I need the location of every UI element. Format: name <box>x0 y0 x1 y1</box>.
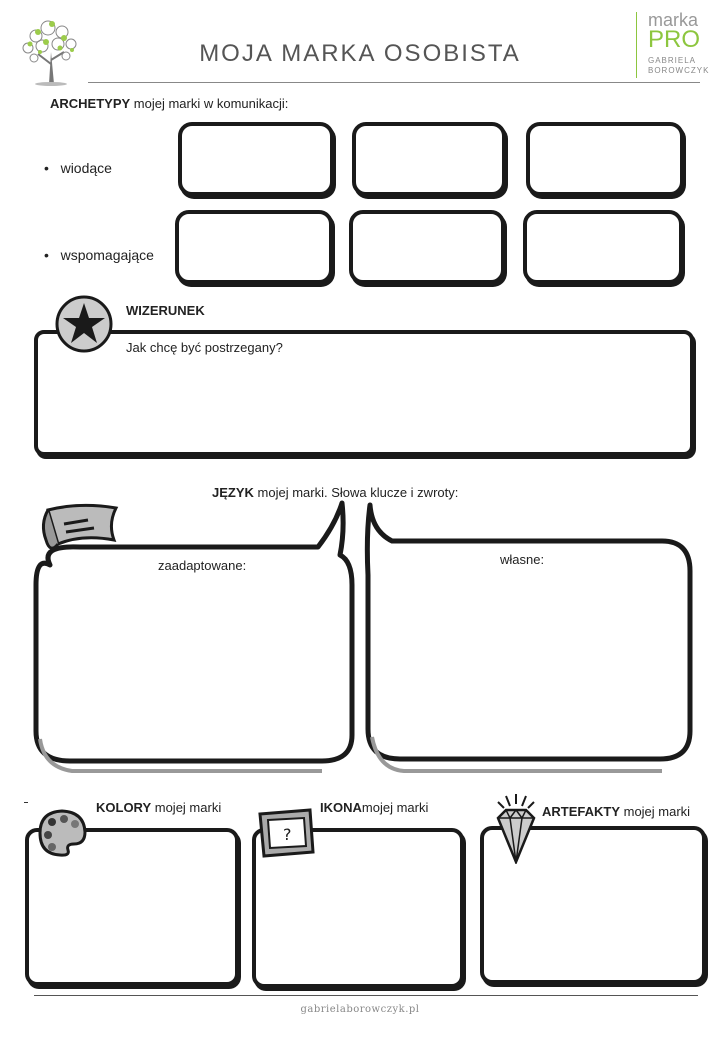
archetypes-heading-rest: mojej marki w komunikacji: <box>130 96 289 111</box>
language-heading-rest: mojej marki. Słowa klucze i zwroty: <box>253 485 459 500</box>
archetypes-row1-label: • wiodące <box>44 160 112 176</box>
language-own-label: własne: <box>500 552 545 567</box>
language-heading-bold: JĘZYK <box>212 485 254 500</box>
archetypes-row1-text: wiodące <box>60 160 112 176</box>
logo-brand-text: marka <box>648 10 699 30</box>
footer-url: gabrielaborowczyk.pl <box>300 1004 420 1015</box>
colors-heading-rest: mojej marki <box>151 800 222 815</box>
archetypes-heading <box>50 96 288 111</box>
diamond-icon <box>490 794 542 864</box>
icon-heading <box>320 800 428 815</box>
image-question: Jak chcę być postrzegany? <box>126 340 283 355</box>
archetypes-row2-label: • wspomagające <box>44 247 154 263</box>
artifacts-heading-rest: mojej marki <box>620 804 691 819</box>
archetype-support-box-2[interactable] <box>349 210 505 284</box>
svg-text:?: ? <box>283 825 292 844</box>
colors-heading <box>96 800 221 815</box>
image-heading: WIZERUNEK <box>126 303 205 318</box>
page-title: MOJA MARKA OSOBISTA <box>199 40 521 67</box>
archetype-lead-box-3[interactable] <box>526 122 684 196</box>
brand-logo <box>636 8 708 80</box>
language-adapted-label: zaadaptowane: <box>158 558 247 573</box>
archetypes-heading-bold: ARCHETYPY <box>50 96 131 111</box>
archetype-lead-box-2[interactable] <box>352 122 506 196</box>
artifacts-heading-bold: ARTEFAKTY <box>542 804 620 819</box>
colors-heading-bold: KOLORY <box>96 800 152 815</box>
frame-question-icon <box>256 808 316 860</box>
archetypes-row2-text: wspomagające <box>60 247 154 263</box>
palette-icon <box>36 808 88 858</box>
archetype-support-box-1[interactable] <box>175 210 333 284</box>
footer-divider <box>34 995 698 996</box>
scroll-icon <box>38 500 122 560</box>
icon-heading-bold: IKONA <box>320 800 362 815</box>
star-icon <box>54 294 114 354</box>
icon-heading-rest: mojej marki <box>361 800 429 815</box>
bottom-row-dot <box>24 802 28 803</box>
archetype-support-box-3[interactable] <box>523 210 683 284</box>
logo-name-first: GABRIELA <box>648 56 697 65</box>
header-divider <box>88 82 700 83</box>
logo-side-bar <box>636 12 645 78</box>
logo-name-last: BOROWCZYK <box>648 66 710 75</box>
logo-pro-text: PRO <box>648 26 701 53</box>
artifacts-heading <box>542 804 690 819</box>
archetype-lead-box-1[interactable] <box>178 122 334 196</box>
